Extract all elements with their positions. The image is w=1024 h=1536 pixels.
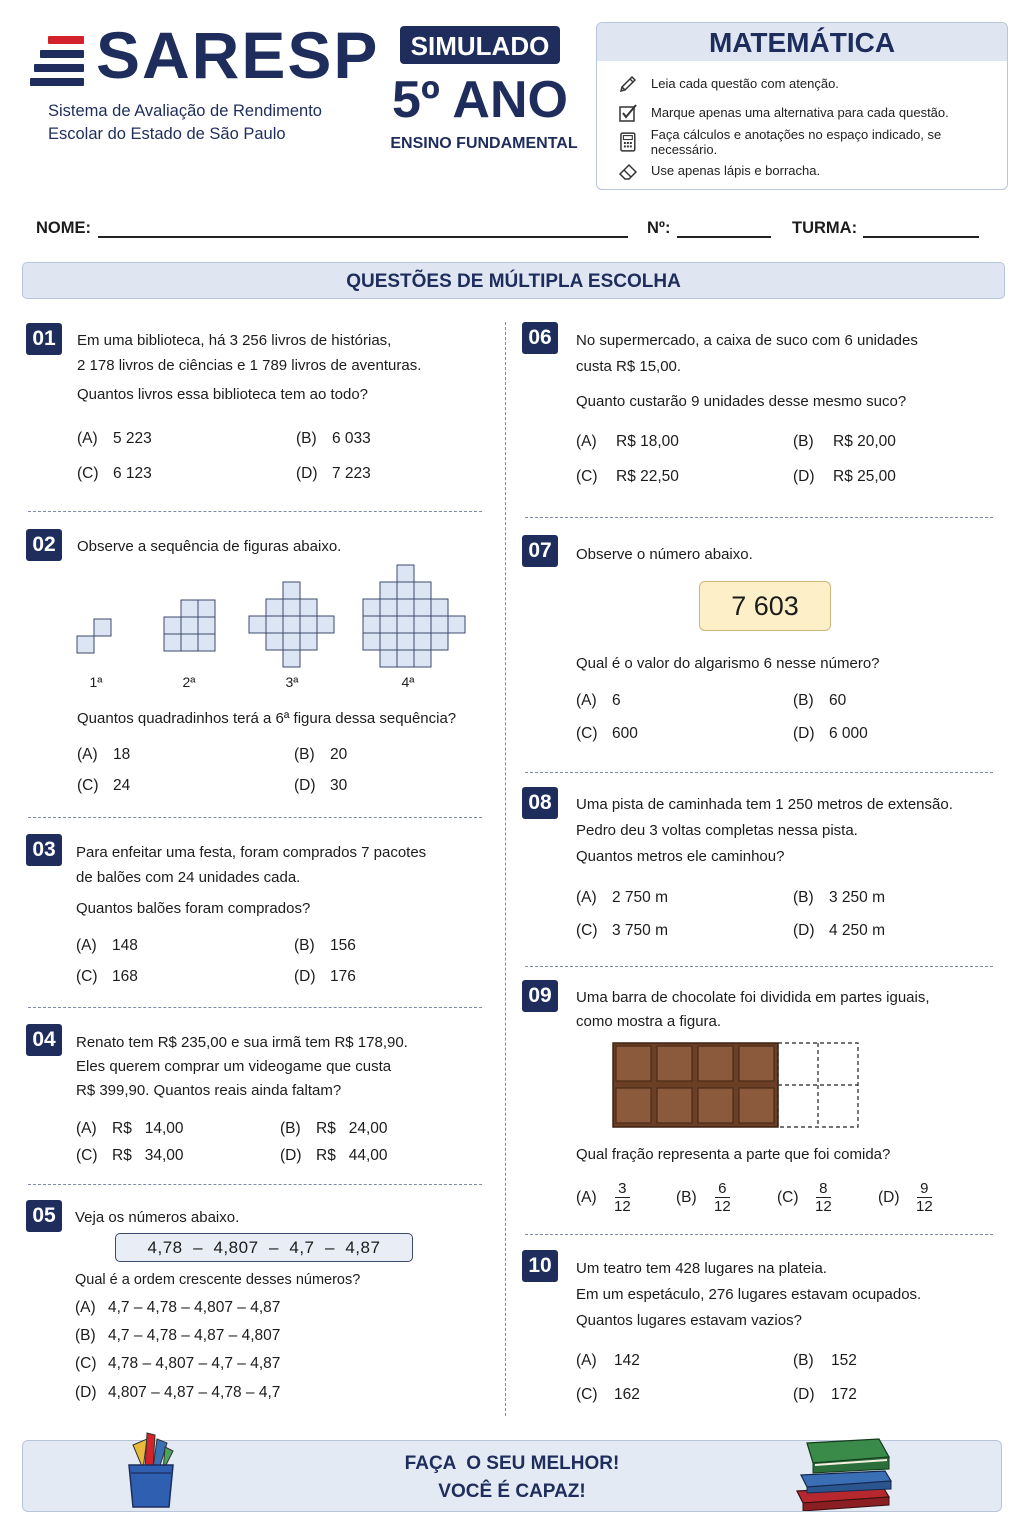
question-prompt: Qual é o valor do algarismo 6 nesse número? [576, 655, 880, 672]
figure-label: 1ª [89, 674, 103, 690]
question-number: 06 [522, 322, 558, 354]
instruction-item: Faça cálculos e anotações no espaço indicado, se necessário. [617, 127, 1007, 156]
option-a[interactable]: (A) R$ 18,00 [576, 433, 679, 450]
eraser-icon [617, 160, 639, 182]
question-number: 08 [522, 787, 558, 819]
option-c[interactable]: (C) R$ 22,50 [576, 468, 679, 485]
question-separator [28, 511, 482, 512]
name-field[interactable] [98, 236, 628, 238]
figure-label: 4ª [401, 674, 415, 690]
instruction-item: Leia cada questão com atenção. [617, 69, 1007, 98]
option-c[interactable]: (C) 6 123 [77, 465, 152, 482]
option-d[interactable]: (D) 4,807 – 4,87 – 4,78 – 4,7 [75, 1384, 281, 1401]
question-text: Observe a sequência de figuras abaixo. [77, 538, 342, 555]
option-c[interactable]: (C) 600 [576, 725, 638, 742]
option-b[interactable]: (B) 4,7 – 4,78 – 4,87 – 4,807 [75, 1327, 281, 1344]
option-b[interactable]: (B) R$ 24,00 [280, 1120, 388, 1137]
option-b[interactable]: (B) R$ 20,00 [793, 433, 896, 450]
question-prompt: Quantos balões foram comprados? [76, 900, 311, 917]
option-b[interactable]: (B) 3 250 m [793, 889, 886, 906]
question-text: Renato tem R$ 235,00 e sua irmã tem R$ 178,90. Eles querem comprar um videogame que custa R$ 399,90. Quantos reais ainda faltam? [76, 1034, 408, 1099]
calculator-icon [617, 131, 639, 153]
option-a[interactable]: (A) R$ 14,00 [76, 1120, 184, 1137]
question-number: 09 [522, 980, 558, 1012]
question-prompt: Qual fração representa a parte que foi comida? [576, 1146, 891, 1163]
option-d[interactable]: (D) 172 [793, 1386, 857, 1403]
option-c[interactable]: (C) R$ 34,00 [76, 1147, 184, 1164]
question-text: Um teatro tem 428 lugares na plateia. Em um espetáculo, 276 lugares estavam ocupados. Quantos lugares estavam vazios? [576, 1260, 922, 1329]
books-stack-icon [793, 1433, 897, 1511]
question-separator [525, 1234, 993, 1235]
option-d[interactable]: (D) 6 000 [793, 725, 868, 742]
question-separator [525, 966, 993, 967]
logo-subtitle: Sistema de Avaliação de Rendimento Escolar do Estado de São Paulo [48, 102, 322, 143]
student-fields [36, 216, 986, 242]
question-text: Uma barra de chocolate foi dividida em partes iguais, como mostra a figura. [576, 989, 930, 1030]
option-a[interactable]: (A) 5 223 [77, 430, 152, 447]
name-label: NOME: [36, 219, 91, 237]
grade-title: 5º ANO [392, 71, 568, 129]
question-prompt: Quantos livros essa biblioteca tem ao todo? [77, 386, 368, 403]
question-prompt: Qual é a ordem crescente desses números? [75, 1272, 361, 1288]
question-number: 01 [26, 323, 62, 355]
question-text: Uma pista de caminhada tem 1 250 metros de extensão. Pedro deu 3 voltas completas nessa pista. Quantos metros ele caminhou? [576, 796, 953, 865]
option-c[interactable]: (C) 168 [76, 968, 138, 985]
option-b[interactable]: (B) 20 [294, 746, 348, 763]
option-d[interactable]: (D) 176 [294, 968, 356, 985]
option-d[interactable]: (D) 4 250 m [793, 922, 886, 939]
chocolate-bar-figure [612, 1042, 862, 1130]
option-c[interactable]: (C) 24 [77, 777, 131, 794]
question-number: 07 [522, 535, 558, 567]
question-number: 04 [26, 1024, 62, 1056]
question-text: Em uma biblioteca, há 3 256 livros de histórias, 2 178 livros de ciências e 1 789 livros de aventuras. [77, 332, 422, 374]
option-b[interactable]: (B) 6 033 [296, 430, 371, 447]
question-prompt: Quanto custarão 9 unidades desse mesmo suco? [576, 393, 907, 410]
question-separator [525, 772, 993, 773]
logo-stripes-icon [30, 36, 84, 86]
question-prompt: Quantos quadradinhos terá a 6ª figura dessa sequência? [77, 710, 457, 727]
subject-title: MATEMÁTICA [597, 23, 1007, 61]
school-level: ENSINO FUNDAMENTAL [390, 135, 578, 152]
pencil-icon [617, 73, 639, 95]
option-b[interactable]: (B) 156 [294, 937, 356, 954]
figure-label: 3ª [285, 674, 299, 690]
instructions-list [597, 61, 1007, 185]
option-c[interactable]: (C) 3 750 m [576, 922, 669, 939]
option-d[interactable]: (D) R$ 44,00 [280, 1147, 388, 1164]
option-b[interactable]: (B) 152 [793, 1352, 857, 1369]
option-b[interactable]: (B) 60 [793, 692, 847, 709]
saresp-logo [28, 18, 380, 153]
option-a[interactable]: (A) 2 750 m [576, 889, 669, 906]
question-separator [28, 817, 482, 818]
figure-label: 2ª [182, 674, 196, 690]
question-separator [525, 517, 993, 518]
simulado-badge: SIMULADO [400, 26, 560, 64]
question-text: Veja os números abaixo. [75, 1209, 240, 1226]
checkbox-icon [617, 102, 639, 124]
question-number: 02 [26, 529, 62, 561]
question-separator [28, 1007, 482, 1008]
option-a[interactable]: (A) 18 [77, 746, 131, 763]
option-d[interactable]: (D) 30 [294, 777, 348, 794]
column-divider [505, 322, 506, 1416]
question-text: Observe o número abaixo. [576, 546, 753, 563]
class-label: TURMA: [792, 219, 858, 237]
option-a[interactable]: (A) 142 [576, 1352, 640, 1369]
footer-banner [22, 1440, 1002, 1512]
logo-wordmark: SARESP [96, 18, 380, 92]
number-label: Nº: [647, 219, 671, 237]
instruction-item: Marque apenas uma alternativa para cada questão. [617, 98, 1007, 127]
question-number: 10 [522, 1250, 558, 1282]
figure-sequence [60, 560, 480, 675]
number-display: 7 603 [699, 581, 831, 631]
option-c[interactable]: (C) 8 12 [777, 1180, 832, 1215]
question-text: Para enfeitar uma festa, foram comprados 7 pacotes de balões com 24 unidades cada. [76, 844, 427, 886]
question-separator [28, 1184, 482, 1185]
option-b[interactable]: (B) 6 12 [676, 1180, 731, 1215]
option-a[interactable]: (A) 3 12 [576, 1180, 631, 1215]
number-sequence-box: 4,78 – 4,807 – 4,7 – 4,87 [115, 1233, 413, 1262]
option-c[interactable]: (C) 4,78 – 4,807 – 4,7 – 4,87 [75, 1355, 281, 1372]
question-number: 03 [26, 834, 62, 866]
footer-message: FAÇA O SEU MELHOR! VOCÊ É CAPAZ! [404, 1453, 620, 1502]
number-field[interactable] [677, 236, 771, 238]
option-d[interactable]: (D) 7 223 [296, 465, 371, 482]
instructions-panel [596, 22, 1008, 190]
option-d[interactable]: (D) 9 12 [878, 1180, 933, 1215]
question-number: 05 [26, 1200, 62, 1232]
option-c[interactable]: (C) 162 [576, 1386, 640, 1403]
option-a[interactable]: (A) 4,7 – 4,78 – 4,807 – 4,87 [75, 1299, 281, 1316]
section-title: QUESTÕES DE MÚLTIPLA ESCOLHA [22, 262, 1005, 299]
instruction-item: Use apenas lápis e borracha. [617, 156, 1007, 185]
option-d[interactable]: (D) R$ 25,00 [793, 468, 896, 485]
option-a[interactable]: (A) 148 [76, 937, 138, 954]
question-text: No supermercado, a caixa de suco com 6 unidades custa R$ 15,00. [576, 332, 918, 375]
option-a[interactable]: (A) 6 [576, 692, 621, 709]
class-field[interactable] [863, 236, 979, 238]
